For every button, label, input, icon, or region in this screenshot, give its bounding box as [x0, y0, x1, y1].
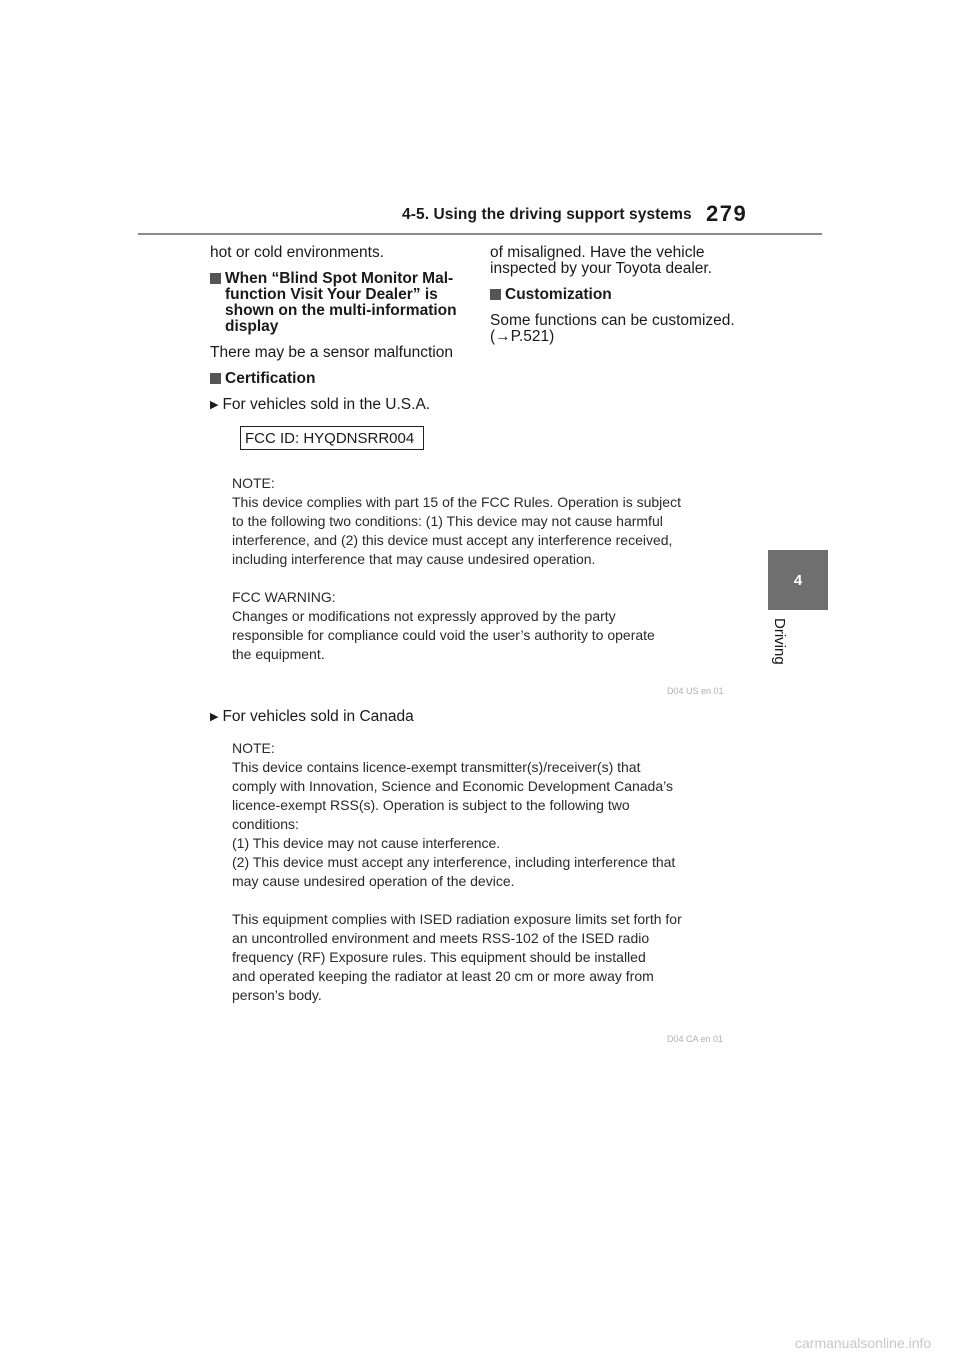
- notice-line: person’s body.: [232, 987, 322, 1003]
- figure-code: D04 CA en 01: [667, 1034, 724, 1044]
- notice-line: licence-exempt RSS(s). Operation is subject to the following two: [232, 797, 630, 813]
- canada-notice: [232, 739, 682, 1005]
- heading-certification: Certification: [210, 371, 470, 387]
- page-reference-link[interactable]: (→P.521): [490, 328, 555, 345]
- footer-watermark[interactable]: carmanualsonline.info: [795, 1335, 932, 1351]
- square-bullet-icon: [210, 373, 221, 384]
- paragraph: hot or cold environments.: [210, 244, 385, 261]
- bullet-usa: ▶ For vehicles sold in the U.S.A.: [210, 396, 431, 413]
- notice-line: NOTE:: [232, 740, 275, 756]
- notice-line: This equipment complies with ISED radiation exposure limits set forth for: [232, 911, 682, 927]
- notice-line: (2) This device must accept any interference, including interference that: [232, 854, 676, 870]
- paragraph: Some functions can be customized.: [490, 312, 735, 329]
- heading-line: shown on the multi-information: [225, 302, 457, 319]
- right-column: [490, 245, 760, 345]
- notice-line: Changes or modifications not expressly approved by the party: [232, 608, 616, 624]
- notice-line: an uncontrolled environment and meets RSS-102 of the ISED radio: [232, 930, 650, 946]
- notice-line: may cause undesired operation of the device.: [232, 873, 515, 889]
- us-notice: [232, 474, 681, 664]
- paragraph: inspected by your Toyota dealer.: [490, 260, 713, 277]
- left-column: [210, 245, 470, 413]
- fcc-id-box: FCC ID: HYQDNSRR004: [240, 426, 424, 450]
- triangle-bullet-icon: ▶: [210, 399, 219, 411]
- chapter-label: Driving: [771, 618, 788, 665]
- notice-line: NOTE:: [232, 475, 275, 491]
- chapter-tab[interactable]: [768, 550, 828, 610]
- notice-line: comply with Innovation, Science and Economic Development Canada’s: [232, 778, 673, 794]
- notice-line: and operated keeping the radiator at least 20 cm or more away from: [232, 968, 654, 984]
- notice-line: the equipment.: [232, 646, 325, 662]
- section-title: 4-5. Using the driving support systems: [402, 206, 692, 223]
- triangle-bullet-icon: ▶: [210, 711, 219, 723]
- heading-line: display: [225, 318, 279, 335]
- notice-line: including interference that may cause undesired operation.: [232, 551, 596, 567]
- paragraph: There may be a sensor malfunction: [210, 344, 453, 361]
- square-bullet-icon: [210, 273, 221, 284]
- notice-line: interference, and (2) this device must accept any interference received,: [232, 532, 673, 548]
- page-number: 279: [706, 201, 748, 226]
- notice-line: (1) This device may not cause interference.: [232, 835, 501, 851]
- notice-line: [232, 569, 681, 588]
- notice-line: FCC WARNING:: [232, 589, 336, 605]
- header-divider: [138, 233, 822, 235]
- heading-customization: Customization: [490, 287, 760, 303]
- square-bullet-icon: [490, 289, 501, 300]
- chapter-number: 4: [793, 571, 803, 589]
- heading-line: function Visit Your Dealer” is: [225, 286, 438, 303]
- figure-code: D04 US en 01: [667, 686, 724, 696]
- paragraph: of misaligned. Have the vehicle: [490, 244, 705, 261]
- notice-line: responsible for compliance could void the user’s authority to operate: [232, 627, 655, 643]
- bullet-canada: ▶ For vehicles sold in Canada: [210, 708, 414, 725]
- notice-line: to the following two conditions: (1) This device may not cause harmful: [232, 513, 663, 529]
- heading-blind-spot: When “Blind Spot Monitor Mal-: [210, 271, 470, 287]
- notice-line: This device complies with part 15 of the FCC Rules. Operation is subject: [232, 494, 681, 510]
- notice-line: frequency (RF) Exposure rules. This equipment should be installed: [232, 949, 646, 965]
- notice-line: This device contains licence-exempt transmitter(s)/receiver(s) that: [232, 759, 641, 775]
- notice-line: conditions:: [232, 816, 299, 832]
- notice-line: [232, 891, 682, 910]
